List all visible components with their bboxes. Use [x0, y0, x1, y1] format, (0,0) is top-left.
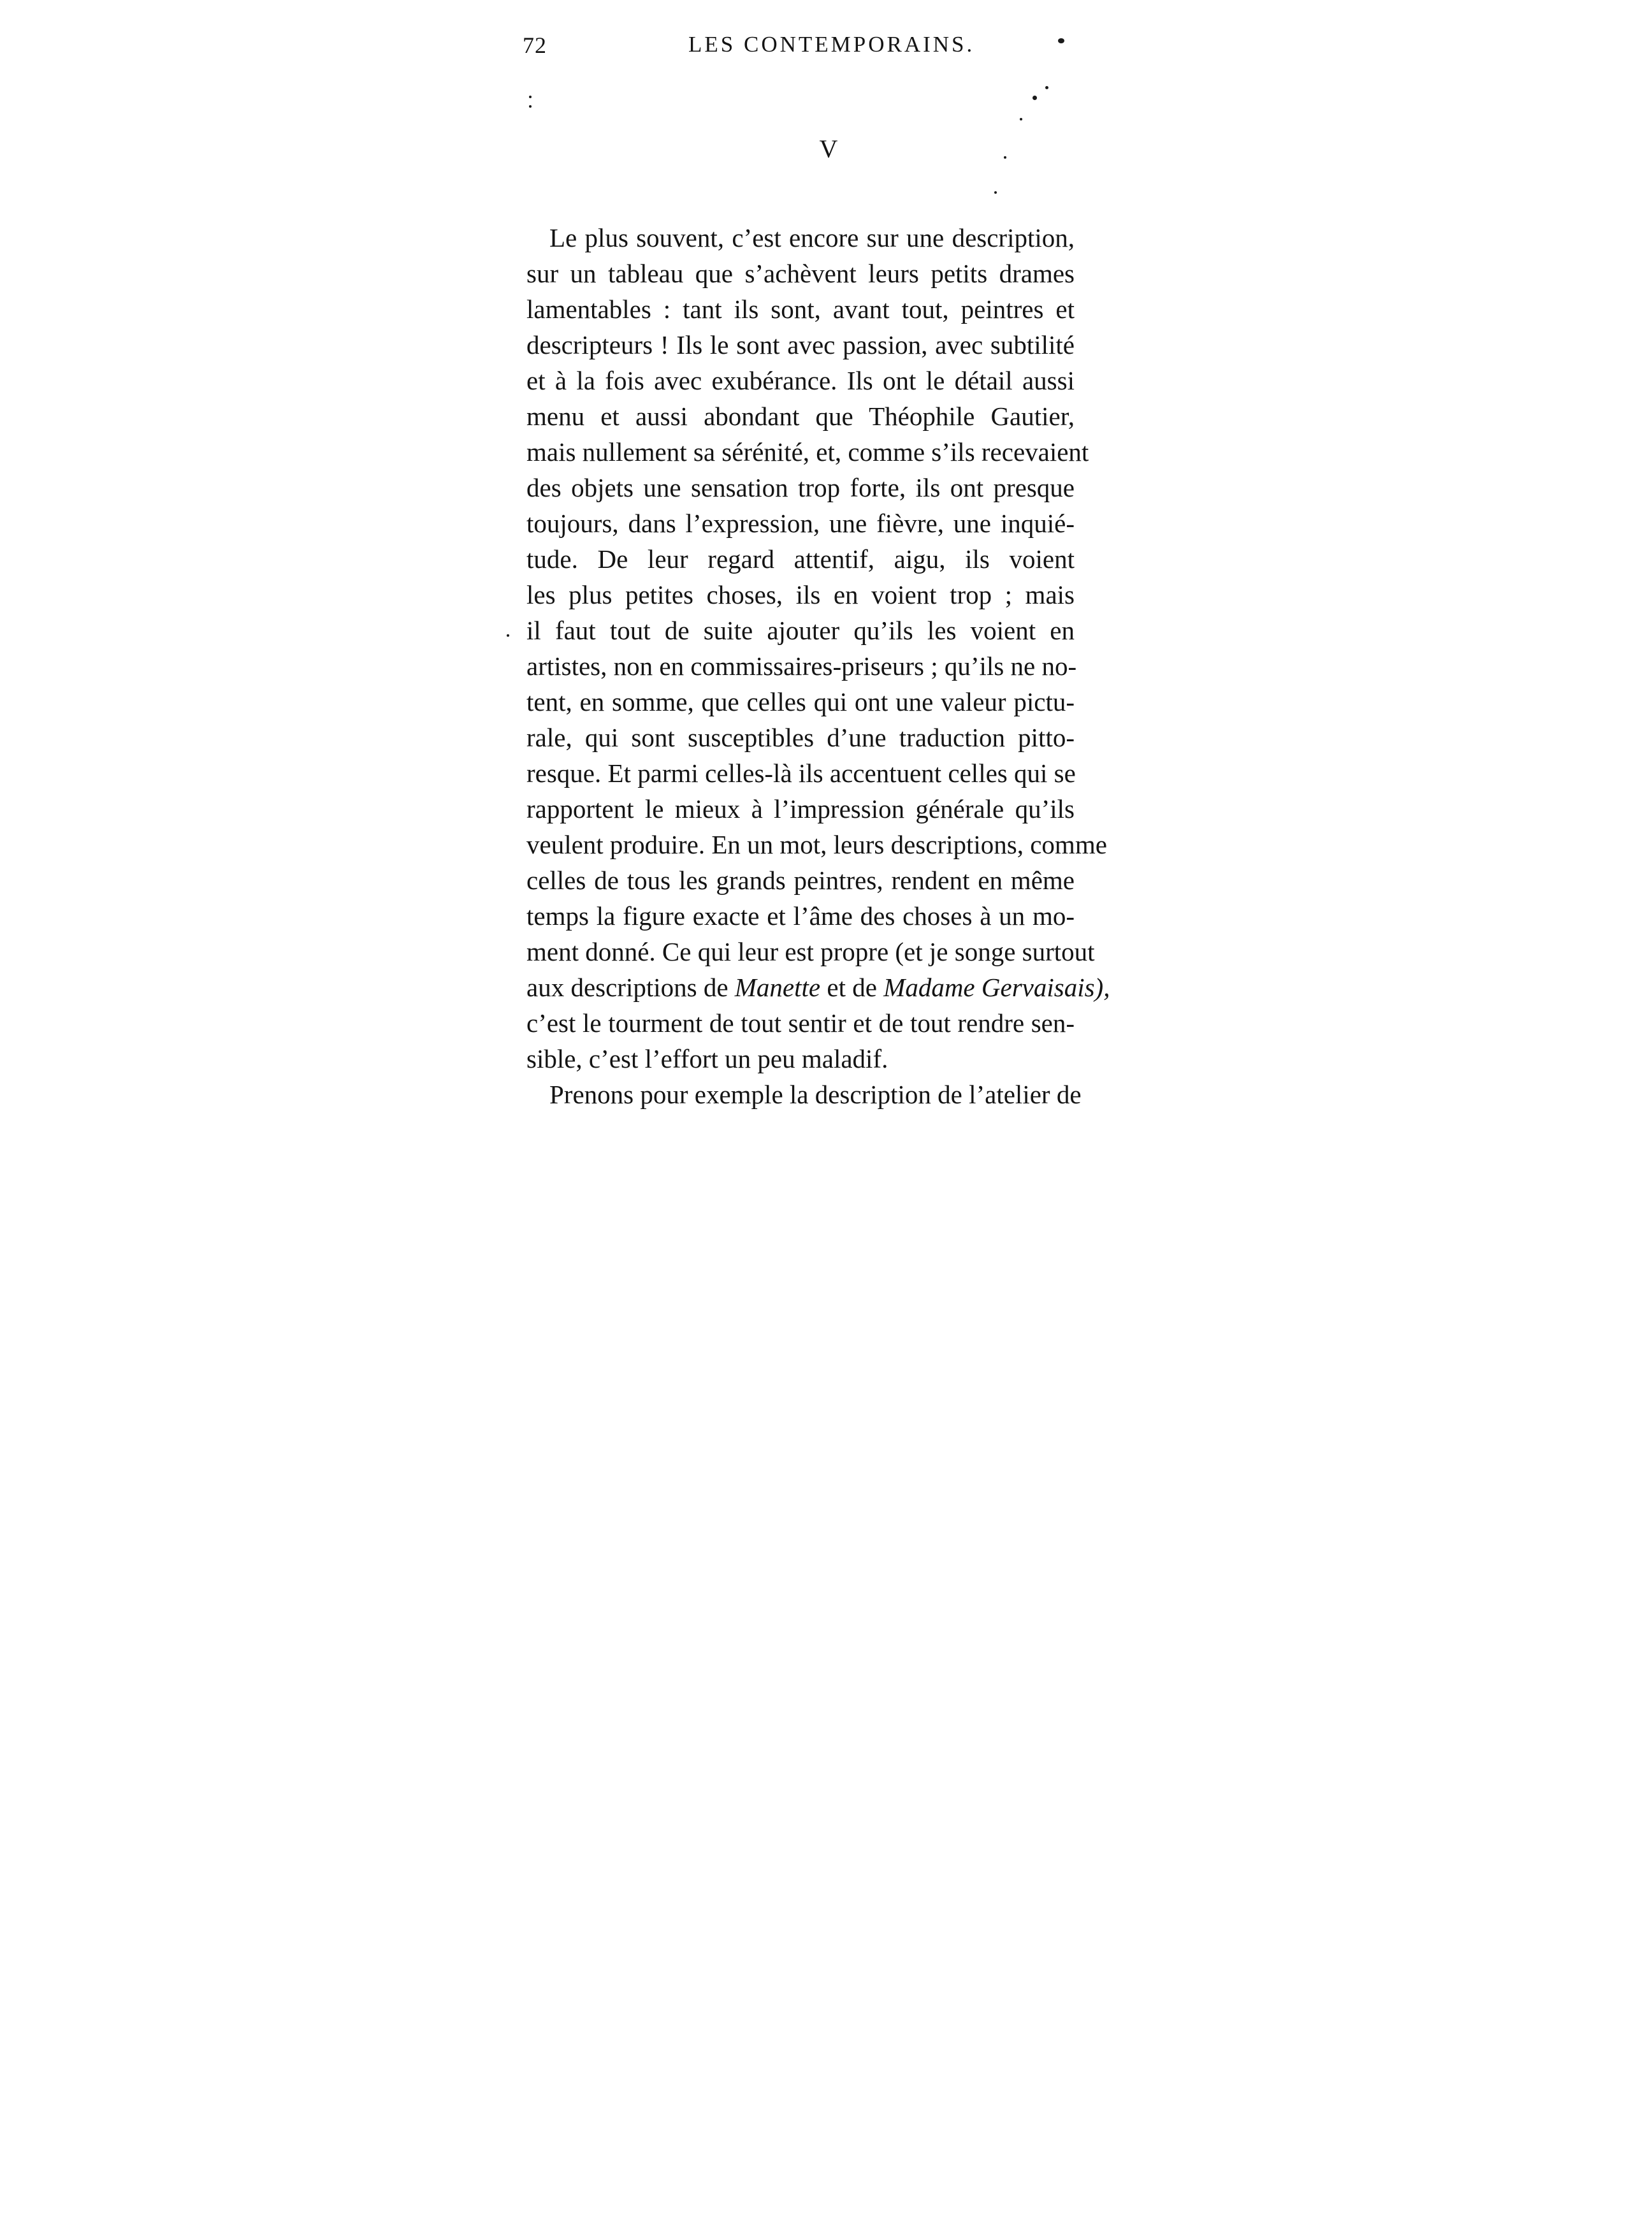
page-number: 72 [523, 33, 547, 58]
scan-speck [1032, 96, 1037, 100]
running-head [523, 32, 1083, 70]
scan-speck [507, 634, 509, 637]
text-line: lamentables : tant ils sont, avant tout, peintres et [526, 294, 1075, 324]
text-line: rale, qui sont susceptibles d’une traduction pitto- [526, 723, 1075, 752]
text-line: mais nullement sa sérénité, et, comme s’ils recevaient [526, 437, 1089, 467]
scan-speck [529, 105, 532, 108]
text-line: menu et aussi abondant que Théophile Gautier, [526, 402, 1075, 431]
text-line: rapportent le mieux à l’impression générale qu’ils [526, 794, 1075, 824]
text-line: resque. Et parmi celles-là ils accentuent celles qui se [526, 759, 1076, 788]
italic-title-madame-gervaisais: Madame Gervaisais), [883, 973, 1110, 1002]
scan-speck [1058, 38, 1064, 43]
text-line: ment donné. Ce qui leur est propre (et je songe surtout [526, 937, 1095, 966]
text-fragment: et de [827, 973, 877, 1002]
text-line: sible, c’est l’effort un peu maladif. [526, 1044, 888, 1073]
text-line: temps la figure exacte et l’âme des choses à un mo- [526, 901, 1075, 931]
text-line: les plus petites choses, ils en voient trop ; mais [526, 580, 1075, 609]
text-line: et à la fois avec exubérance. Ils ont le détail aussi [526, 366, 1075, 395]
text-line: artistes, non en commissaires-priseurs ; qu’ils ne no- [526, 651, 1077, 681]
section-numeral: V [819, 134, 838, 163]
body-text [526, 220, 1110, 1112]
running-title: LES CONTEMPORAINS. [688, 32, 975, 57]
text-line: Prenons pour exemple la description de l’atelier de [549, 1080, 1082, 1109]
text-line: c’est le tourment de tout sentir et de tout rendre sen- [526, 1008, 1075, 1038]
italic-title-manette: Manette [734, 973, 821, 1002]
text-fragment: aux descriptions de [526, 973, 728, 1002]
text-line: des objets une sensation trop forte, ils ont presque [526, 473, 1075, 502]
text-line: tent, en somme, que celles qui ont une valeur pictu- [526, 687, 1075, 716]
scan-speck [529, 96, 532, 98]
text-line: celles de tous les grands peintres, rendent en même [526, 866, 1075, 895]
text-line: sur un tableau que s’achèvent leurs petits drames [526, 259, 1075, 288]
scan-speck [1045, 86, 1048, 89]
scan-speck [1020, 118, 1022, 120]
text-line: descripteurs ! Ils le sont avec passion, avec subtilité [526, 330, 1075, 359]
text-line: il faut tout de suite ajouter qu’ils les voient en [526, 616, 1075, 645]
scan-speck [994, 191, 997, 194]
text-line: toujours, dans l’expression, une fièvre, une inquié- [526, 509, 1075, 538]
text-line: Le plus souvent, c’est encore sur une description, [549, 223, 1075, 252]
text-line: veulent produire. En un mot, leurs descriptions, comme [526, 830, 1107, 859]
text-line [526, 969, 1110, 1005]
text-line: tude. De leur regard attentif, aigu, ils voient [526, 544, 1075, 574]
scan-speck [1004, 156, 1006, 159]
